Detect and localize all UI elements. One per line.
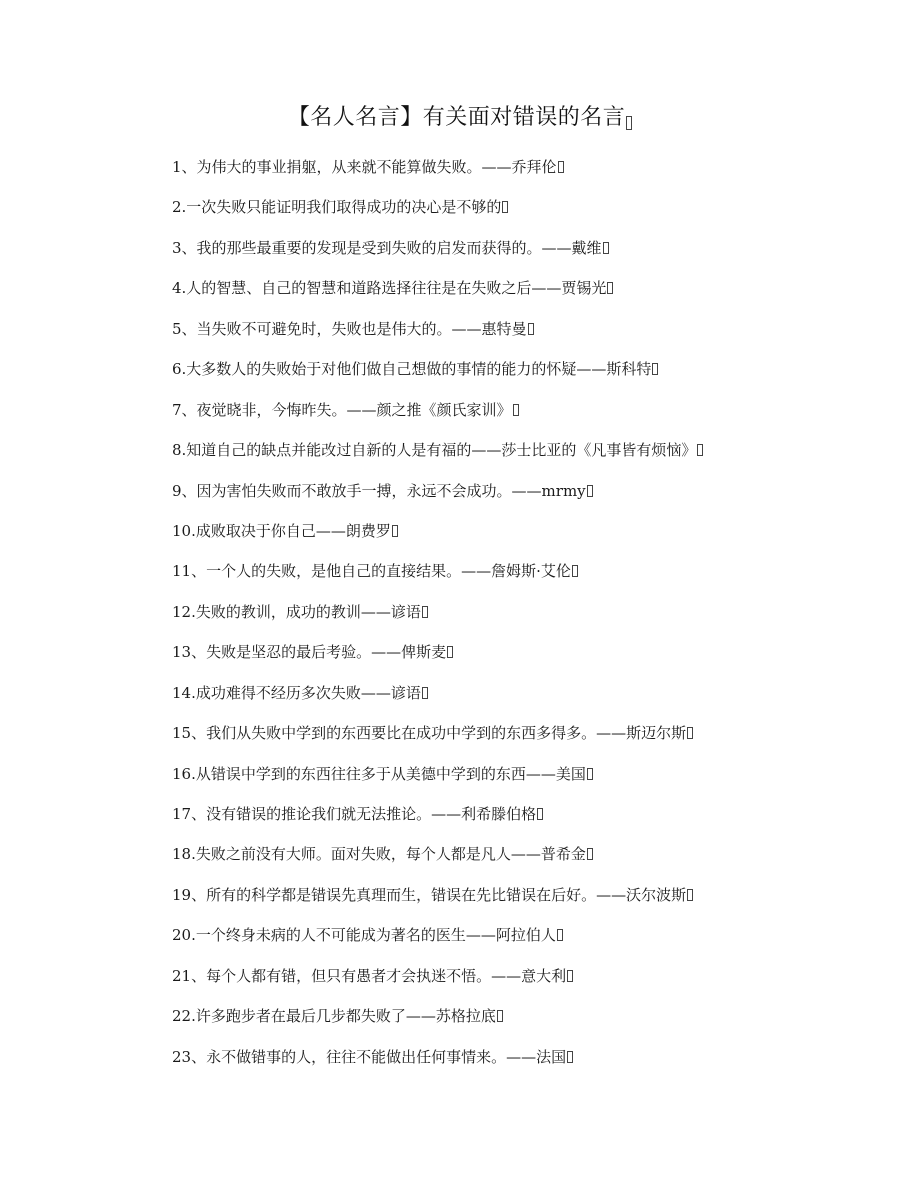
paragraph-mark-icon bbox=[422, 606, 428, 618]
quote-text: 22.许多跑步者在最后几步都失败了——苏格拉底 bbox=[172, 1007, 496, 1026]
paragraph-mark-icon bbox=[587, 848, 593, 860]
quote-item bbox=[172, 722, 892, 762]
quote-item bbox=[172, 156, 892, 196]
quote-item bbox=[172, 1005, 892, 1045]
paragraph-mark-icon bbox=[603, 242, 609, 254]
paragraph-mark-icon bbox=[502, 201, 508, 213]
paragraph-mark-icon bbox=[607, 282, 613, 294]
quote-text: 19、所有的科学都是错误先真理而生，错误在先比错误在后好。——沃尔波斯 bbox=[172, 885, 687, 904]
quote-text: 8.知道自己的缺点并能改过自新的人是有福的——莎士比亚的《凡事皆有烦恼》 bbox=[172, 441, 697, 460]
quote-item bbox=[172, 560, 892, 600]
quote-item bbox=[172, 601, 892, 641]
quote-item bbox=[172, 318, 892, 358]
quote-text: 6.大多数人的失败始于对他们做自己想做的事情的能力的怀疑——斯科特 bbox=[172, 360, 652, 379]
paragraph-mark-icon bbox=[572, 565, 578, 577]
paragraph-mark-icon bbox=[687, 727, 693, 739]
quote-text: 21、每个人都有错，但只有愚者才会执迷不悟。——意大利 bbox=[172, 966, 567, 985]
quote-text: 11、一个人的失败，是他自己的直接结果。——詹姆斯·艾伦 bbox=[172, 562, 571, 581]
paragraph-mark-icon bbox=[537, 808, 543, 820]
paragraph-mark-icon bbox=[422, 687, 428, 699]
paragraph-mark-icon bbox=[392, 525, 398, 537]
quote-item bbox=[172, 641, 892, 681]
quote-item bbox=[172, 682, 892, 722]
quote-text: 18.失败之前没有大师。面对失败，每个人都是凡人——普希金 bbox=[172, 845, 586, 864]
quote-item bbox=[172, 520, 892, 560]
paragraph-mark-icon bbox=[557, 929, 563, 941]
paragraph-mark-icon bbox=[447, 646, 453, 658]
document-title bbox=[0, 100, 920, 131]
quote-text: 5、当失败不可避免时，失败也是伟大的。——惠特曼 bbox=[172, 319, 527, 338]
quote-item bbox=[172, 237, 892, 277]
quote-text: 23、永不做错事的人，往往不能做出任何事情来。——法国 bbox=[172, 1047, 567, 1066]
paragraph-mark-icon bbox=[567, 1051, 573, 1063]
paragraph-mark-icon bbox=[626, 116, 632, 130]
quote-text: 12.失败的教训，成功的教训——谚语 bbox=[172, 602, 421, 621]
quote-text: 7、夜觉晓非，今悔昨失。——颜之推《颜氏家训》 bbox=[172, 400, 512, 419]
paragraph-mark-icon bbox=[652, 363, 658, 375]
quote-text: 9、因为害怕失败而不敢放手一搏，永远不会成功。——mrmy bbox=[172, 481, 586, 500]
paragraph-mark-icon bbox=[558, 161, 564, 173]
quote-item bbox=[172, 358, 892, 398]
paragraph-mark-icon bbox=[587, 768, 593, 780]
quote-item bbox=[172, 965, 892, 1005]
paragraph-mark-icon bbox=[497, 1010, 503, 1022]
quote-item bbox=[172, 924, 892, 964]
quote-text: 14.成功难得不经历多次失败——谚语 bbox=[172, 683, 421, 702]
quote-item bbox=[172, 843, 892, 883]
paragraph-mark-icon bbox=[587, 485, 593, 497]
quote-item bbox=[172, 803, 892, 843]
paragraph-mark-icon bbox=[697, 444, 703, 456]
quote-item bbox=[172, 763, 892, 803]
paragraph-mark-icon bbox=[528, 323, 534, 335]
quote-text: 4.人的智慧、自己的智慧和道路选择往往是在失败之后——贾锡光 bbox=[172, 279, 607, 298]
quote-item bbox=[172, 1046, 892, 1086]
quote-text: 2.一次失败只能证明我们取得成功的决心是不够的 bbox=[172, 198, 502, 217]
quote-text: 15、我们从失败中学到的东西要比在成功中学到的东西多得多。——斯迈尔斯 bbox=[172, 724, 687, 743]
quote-text: 1、为伟大的事业捐躯，从来就不能算做失败。——乔拜伦 bbox=[172, 158, 557, 176]
document-title-text: 【名人名言】有关面对错误的名言 bbox=[287, 105, 626, 130]
quote-item bbox=[172, 277, 892, 317]
quote-text: 16.从错误中学到的东西往往多于从美德中学到的东西——美国 bbox=[172, 764, 586, 783]
paragraph-mark-icon bbox=[687, 889, 693, 901]
quote-item bbox=[172, 439, 892, 479]
quote-text: 10.成败取决于你自己——朗费罗 bbox=[172, 521, 391, 540]
quote-list bbox=[172, 156, 892, 1086]
quote-item bbox=[172, 399, 892, 439]
paragraph-mark-icon bbox=[567, 970, 573, 982]
quote-text: 17、没有错误的推论我们就无法推论。——利希滕伯格 bbox=[172, 805, 537, 823]
quote-text: 3、我的那些最重要的发现是受到失败的启发而获得的。——戴维 bbox=[172, 238, 602, 257]
quote-item bbox=[172, 480, 892, 520]
quote-text: 20.一个终身未病的人不可能成为著名的医生——阿拉伯人 bbox=[172, 926, 556, 945]
quote-text: 13、失败是坚忍的最后考验。——俾斯麦 bbox=[172, 643, 447, 662]
quote-item bbox=[172, 884, 892, 924]
paragraph-mark-icon bbox=[513, 404, 519, 416]
quote-item bbox=[172, 196, 892, 236]
